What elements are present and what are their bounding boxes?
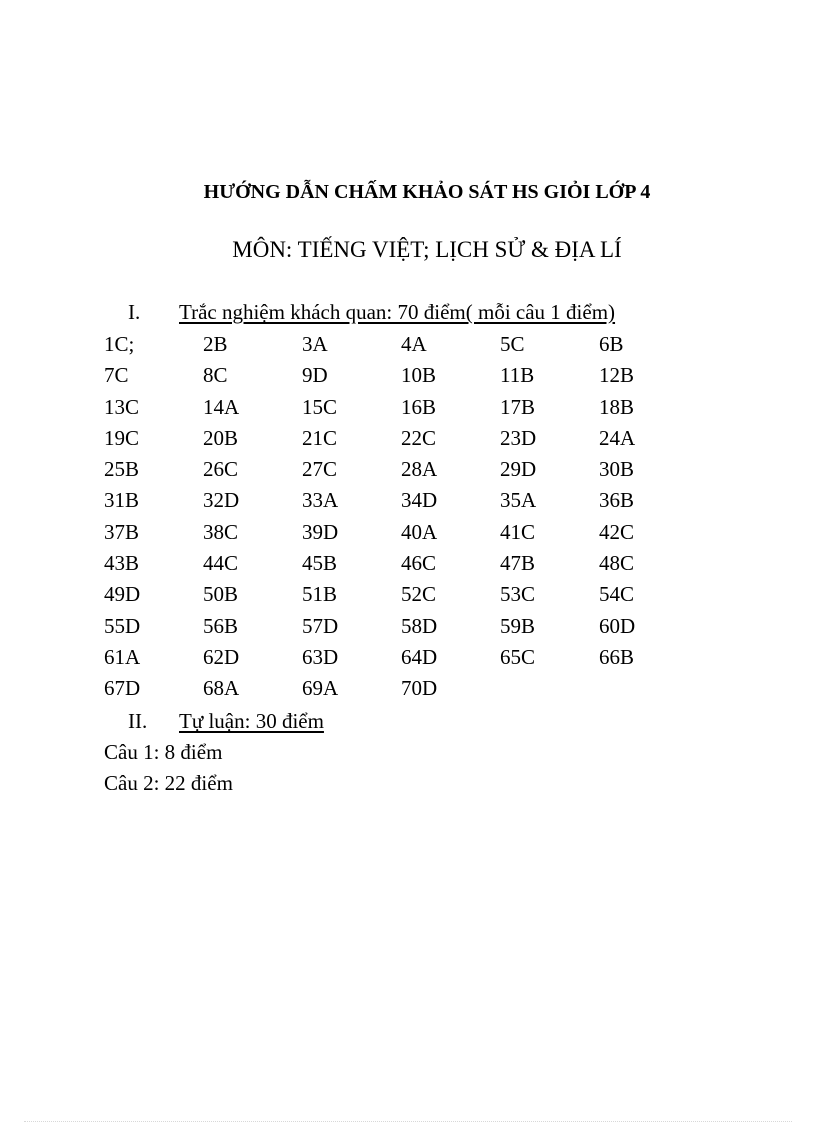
- answer-cell: 15C: [302, 394, 338, 419]
- section-2-heading: [128, 707, 528, 737]
- answer-cell: 12B: [599, 363, 635, 388]
- answer-cell: 5C: [500, 332, 525, 356]
- answer-cell: 28A: [401, 457, 438, 482]
- answer-row: [104, 579, 744, 610]
- answer-row: [104, 392, 744, 423]
- answer-cell: 6B: [599, 332, 624, 356]
- answer-cell: 60D: [599, 613, 636, 638]
- answer-cell: 56B: [203, 613, 239, 638]
- section-2-number: II.: [128, 709, 148, 733]
- answer-cell: 62D: [203, 644, 240, 669]
- answer-cell: 41C: [500, 519, 536, 544]
- answer-row: [104, 673, 744, 704]
- answer-cell: 13C: [104, 394, 140, 419]
- answer-grid: [104, 329, 744, 705]
- answer-cell: 55D: [104, 613, 141, 638]
- answer-cell: 42C: [599, 519, 635, 544]
- answer-cell: 11B: [500, 363, 535, 388]
- answer-cell: 30B: [599, 457, 635, 482]
- answer-cell: 18B: [599, 394, 635, 419]
- answer-cell: 4A: [401, 332, 427, 356]
- answer-cell: 50B: [203, 582, 239, 607]
- answer-row: [104, 454, 744, 485]
- answer-cell: 7C: [104, 363, 129, 388]
- answer-cell: 24A: [599, 425, 636, 450]
- answer-cell: 44C: [203, 551, 239, 576]
- answer-cell: 19C: [104, 425, 140, 450]
- answer-cell: 20B: [203, 425, 239, 450]
- answer-cell: 21C: [302, 425, 338, 450]
- answer-cell: 9D: [302, 363, 328, 388]
- answer-cell: 17B: [500, 394, 536, 419]
- answer-cell: 14A: [203, 394, 240, 419]
- answer-cell: 57D: [302, 613, 339, 638]
- document-title: HƯỚNG DẪN CHẤM KHẢO SÁT HS GIỎI LỚP 4: [203, 181, 651, 203]
- answer-row: [104, 485, 744, 516]
- answer-cell: 51B: [302, 582, 338, 607]
- answer-cell: 23D: [500, 425, 537, 450]
- answer-cell: 45B: [302, 551, 338, 576]
- answer-cell: 52C: [401, 582, 437, 607]
- answer-cell: 22C: [401, 425, 437, 450]
- answer-cell: 54C: [599, 582, 635, 607]
- answer-row: [104, 329, 744, 360]
- answer-cell: 64D: [401, 644, 438, 669]
- answer-cell: 46C: [401, 551, 437, 576]
- answer-row: [104, 517, 744, 548]
- answer-cell: 49D: [104, 582, 141, 607]
- answer-cell: 53C: [500, 582, 536, 607]
- essay-question-2: Câu 2: 22 điểm: [104, 771, 233, 795]
- answer-cell: 37B: [104, 519, 140, 544]
- answer-cell: 25B: [104, 457, 140, 482]
- answer-cell: 8C: [203, 363, 228, 388]
- answer-cell: 58D: [401, 613, 438, 638]
- answer-cell: 26C: [203, 457, 239, 482]
- answer-row: [104, 642, 744, 673]
- section-1-title: Trắc nghiệm khách quan: 70 điểm( mỗi câu 1 điểm): [179, 300, 616, 324]
- answer-cell: 34D: [401, 488, 438, 513]
- answer-cell: 70D: [401, 676, 438, 701]
- answer-cell: 16B: [401, 394, 437, 419]
- answer-cell: 43B: [104, 551, 140, 576]
- answer-cell: 32D: [203, 488, 240, 513]
- answer-cell: 27C: [302, 457, 338, 482]
- answer-cell: 66B: [599, 644, 635, 669]
- answer-cell: 40A: [401, 519, 438, 544]
- document-subtitle: MÔN: TIẾNG VIỆT; LỊCH SỬ & ĐỊA LÍ: [232, 237, 622, 262]
- answer-cell: 29D: [500, 457, 537, 482]
- answer-row: [104, 423, 744, 454]
- answer-cell: 68A: [203, 676, 240, 701]
- answer-cell: 33A: [302, 488, 339, 513]
- answer-cell: 59B: [500, 613, 536, 638]
- section-2-title: Tự luận: 30 điểm: [179, 709, 324, 733]
- section-1-heading: [128, 298, 728, 328]
- answer-cell: 61A: [104, 644, 141, 669]
- essay-question-1: Câu 1: 8 điểm: [104, 740, 223, 764]
- answer-cell: 2B: [203, 332, 228, 356]
- answer-cell: 35A: [500, 488, 537, 513]
- answer-cell: 69A: [302, 676, 339, 701]
- answer-row: [104, 360, 744, 391]
- answer-row: [104, 548, 744, 579]
- answer-cell: 65C: [500, 644, 536, 669]
- answer-cell: 31B: [104, 488, 140, 513]
- answer-cell: 67D: [104, 676, 141, 701]
- page-bottom-border: [24, 1121, 792, 1122]
- answer-cell: 38C: [203, 519, 239, 544]
- answer-cell: 39D: [302, 519, 339, 544]
- answer-row: [104, 611, 744, 642]
- answer-cell: 47B: [500, 551, 536, 576]
- section-1-number: I.: [128, 300, 141, 324]
- answer-cell: 36B: [599, 488, 635, 513]
- answer-cell: 48C: [599, 551, 635, 576]
- answer-cell: 1C;: [104, 332, 135, 356]
- answer-cell: 10B: [401, 363, 437, 388]
- answer-cell: 63D: [302, 644, 339, 669]
- answer-cell: 3A: [302, 332, 328, 356]
